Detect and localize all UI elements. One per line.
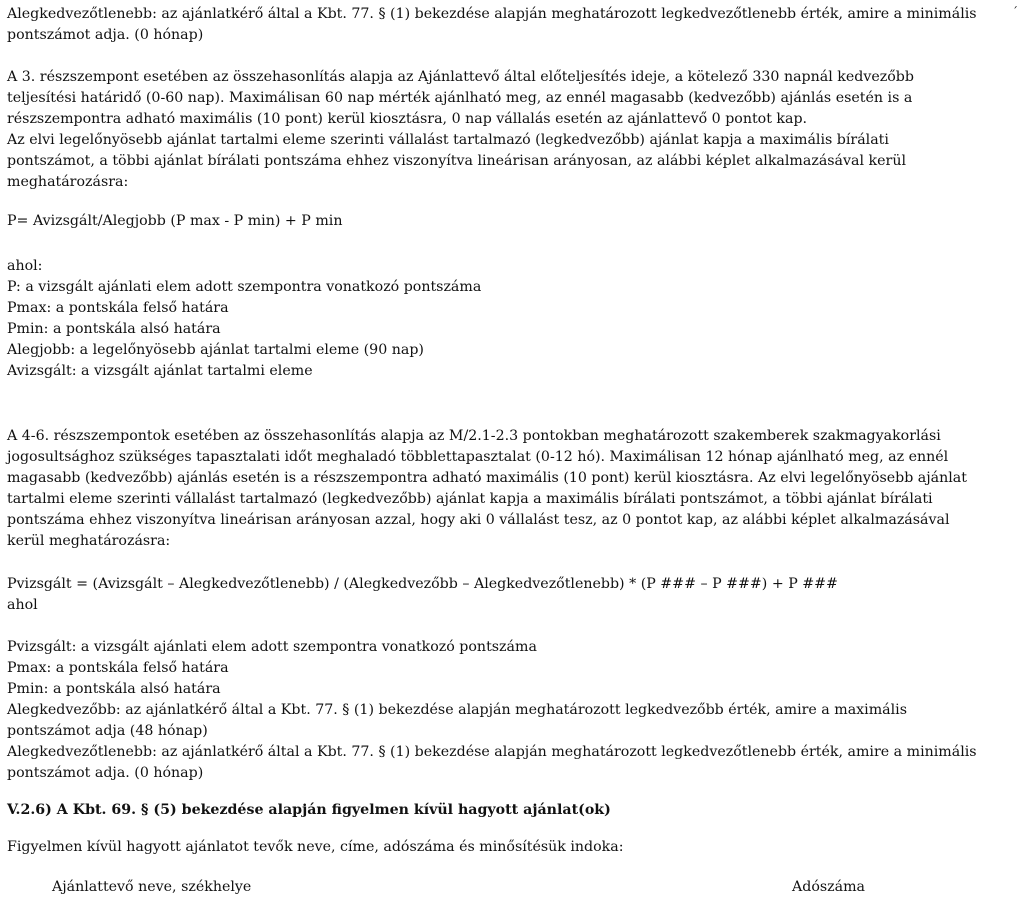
- definition-line: pontszámot adja (48 hónap): [7, 723, 208, 739]
- section-text: [7, 837, 1012, 858]
- table-header-name: Ajánlattevő neve, székhelye: [52, 879, 252, 895]
- definition-line: Alegkedvezőbb: az ajánlatkérő által a Kbt. 77. § (1) bekezdése alapján meghatározott legkedvezőbb érték, amire a maximális: [7, 702, 907, 718]
- section-heading: [7, 800, 1012, 821]
- text-line: A 3. részszempont esetében az összehasonlítás alapja az Ajánlattevő által előteljesítés ideje, a kötelező 330 napnál kedvezőbb: [7, 69, 914, 85]
- definition-line: Alegjobb: a legelőnyösebb ajánlat tartalmi eleme (90 nap): [7, 342, 424, 358]
- definition-line: pontszámot adja. (0 hónap): [7, 765, 204, 781]
- text-line: A 4-6. részszempontok esetében az összehasonlítás alapja az M/2.1-2.3 pontokban meghatározott szakemberek szakmagyakorlási: [7, 428, 941, 444]
- definition-line: Pvizsgált: a vizsgált ajánlati elem adott szempontra vonatkozó pontszáma: [7, 639, 537, 655]
- definitions-1: [7, 256, 1012, 382]
- formula-2: [7, 574, 1012, 616]
- definition-line: Pmin: a pontskála alsó határa: [7, 681, 221, 697]
- definition-line: Pmax: a pontskála felső határa: [7, 660, 229, 676]
- heading-line: V.2.6) A Kbt. 69. § (5) bekezdése alapján figyelmen kívül hagyott ajánlat(ok): [7, 802, 611, 818]
- text-line: meghatározásra:: [7, 174, 129, 190]
- definition-line: Alegkedvezőtlenebb: az ajánlatkérő által a Kbt. 77. § (1) bekezdése alapján meghatározott legkedvezőtlenebb érték, amire a minimális: [7, 744, 977, 760]
- text-line: Alegkedvezőtlenebb: az ajánlatkérő által a Kbt. 77. § (1) bekezdése alapján meghatározott legkedvezőtlenebb érték, amire a minimális: [7, 6, 977, 22]
- table-header-tax-number: Adószáma: [792, 879, 865, 895]
- text-line: Figyelmen kívül hagyott ajánlatot tevők neve, címe, adószáma és minősítésük indoka:: [7, 839, 624, 855]
- definition-line: Pmin: a pontskála alsó határa: [7, 321, 221, 337]
- text-line: pontszámot, a többi ajánlat bírálati pontszáma ehhez viszonyítva lineárisan arányosan, az alábbi képlet alkalmazásával kerül: [7, 153, 906, 169]
- text-line: Az elvi legelőnyösebb ajánlat tartalmi eleme szerinti vállalást tartalmazó (legkedvezőbb) ajánlat kapja a maximális bírálati: [7, 132, 889, 148]
- text-line: pontszámot adja. (0 hónap): [7, 27, 204, 43]
- paragraph-subcriteria-4-6: [7, 426, 1012, 552]
- definition-line: Pmax: a pontskála felső határa: [7, 300, 229, 316]
- definitions-2: [7, 637, 1012, 784]
- paragraph-subcriterion-3: [7, 67, 1012, 193]
- text-line: magasabb (kedvezőbb) ajánlás esetén is a részszempontra adható maximális (10 pont) kerül kiosztásra. Az elvi legelőnyösebb ajánlat: [7, 470, 967, 486]
- text-line: tartalmi eleme szerinti vállalást tartalmazó (legkedvezőbb) ajánlat kapja a maximális bírálati pontszámot, a többi ajánlat bírálati: [7, 491, 933, 507]
- formula-line: P= Avizsgált/Alegjobb (P max - P min) + P min: [7, 213, 343, 229]
- paragraph-alegkedvezotlenebb-top: [7, 4, 1012, 46]
- text-line: teljesítési határidő (0-60 nap). Maximálisan 60 nap mérték ajánlható meg, az ennél magasabb (kedvezőbb) ajánlás esetén is a: [7, 90, 913, 106]
- definition-line: Avizsgált: a vizsgált ajánlat tartalmi eleme: [7, 363, 313, 379]
- definition-line: P: a vizsgált ajánlati elem adott szempontra vonatkozó pontszáma: [7, 279, 482, 295]
- formula-line: ahol: [7, 597, 38, 613]
- text-line: jogosultsághoz szükséges tapasztalati időt meghaladó többlettapasztalat (0-12 hó). Maximálisan 12 hónap ajánlható meg, az ennél: [7, 449, 949, 465]
- definition-line: ahol:: [7, 258, 43, 274]
- text-line: kerül meghatározásra:: [7, 533, 171, 549]
- formula-1: [7, 211, 1012, 232]
- text-line: pontszáma ehhez viszonyítva lineárisan arányosan azzal, hogy aki 0 vállalást tesz, az 0 pontot kap, az alábbi képlet alkalmazásával: [7, 512, 950, 528]
- text-line: részszempontra adható maximális (10 pont) kerül kiosztásra, 0 nap vállalás esetén az ajánlattevő 0 pontot kap.: [7, 111, 808, 127]
- corner-mark: ´: [1012, 5, 1018, 19]
- formula-line: Pvizsgált = (Avizsgált – Alegkedvezőtlenebb) / (Alegkedvezőbb – Alegkedvezőtlenebb) * (P ### – P ###) + P ###: [7, 576, 838, 592]
